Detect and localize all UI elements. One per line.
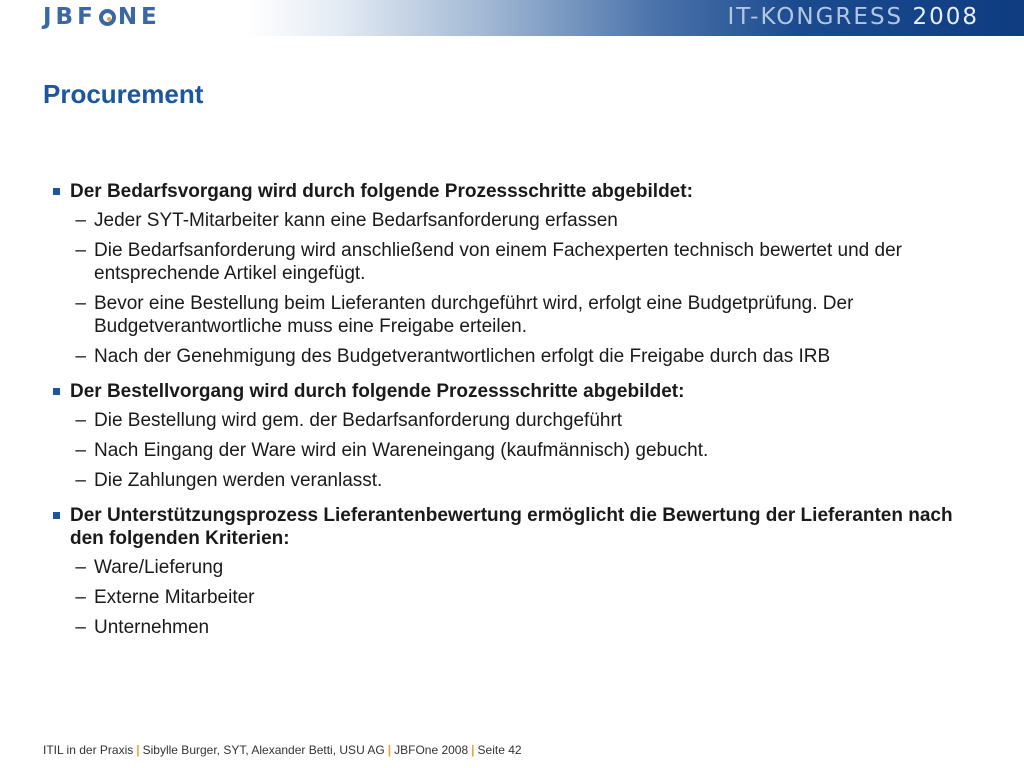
sub-list xyxy=(53,209,958,368)
dash-bullet-icon: – xyxy=(75,470,86,491)
sub-list xyxy=(53,556,958,639)
dash-bullet-icon: – xyxy=(75,210,86,231)
list-item: – Jeder SYT-Mitarbeiter kann eine Bedarfsanforderung erfassen xyxy=(75,210,618,231)
section-heading: Der Bedarfsvorgang wird durch folgende Prozessschritte abgebildet: xyxy=(53,180,958,203)
slide-title: Procurement xyxy=(43,79,204,109)
logo-o-ring-icon xyxy=(99,9,116,26)
dash-bullet-icon: – xyxy=(75,587,86,608)
footer-authors: Sibylle Burger, SYT, Alexander Betti, USU AG xyxy=(142,743,385,757)
dash-bullet-icon: – xyxy=(75,440,86,461)
square-bullet-icon xyxy=(53,188,60,195)
slide-footer xyxy=(43,743,522,757)
footer-separator: | xyxy=(471,743,475,757)
square-bullet-icon xyxy=(53,388,60,395)
list-item: – Die Bestellung wird gem. der Bedarfsanforderung durchgeführt xyxy=(75,410,623,431)
dash-bullet-icon: – xyxy=(75,240,86,261)
square-bullet-icon xyxy=(53,512,60,519)
list-item: – Die Zahlungen werden veranlasst. xyxy=(75,470,383,491)
page-number: Seite 42 xyxy=(477,743,522,757)
list-item: – Unternehmen xyxy=(75,617,210,638)
jbfone-logo: JBF NE xyxy=(43,4,161,30)
congress-prefix: IT-KONGRESS xyxy=(727,4,913,30)
section-bestellung xyxy=(53,380,958,492)
section-heading: Der Unterstützungsprozess Lieferantenbewertung ermöglicht die Bewertung der Lieferanten nach den folgenden Kriterien: xyxy=(53,504,958,550)
slide-content xyxy=(53,180,958,651)
section-heading: Der Bestellvorgang wird durch folgende Prozessschritte abgebildet: xyxy=(53,380,958,403)
list-item: – Nach der Genehmigung des Budgetverantwortlichen erfolgt die Freigabe durch das IRB xyxy=(75,346,831,367)
list-item: – Bevor eine Bestellung beim Lieferanten durchgeführt wird, erfolgt eine Budgetprüfung. Der Budgetverantwortliche muss eine Freigabe erteilen. xyxy=(75,293,854,337)
footer-event: JBFOne 2008 xyxy=(394,743,469,757)
congress-year: 2008 xyxy=(912,4,979,30)
list-item: – Externe Mitarbeiter xyxy=(75,587,255,608)
sub-list xyxy=(53,409,958,492)
footer-separator: | xyxy=(136,743,140,757)
congress-label xyxy=(727,4,979,30)
footer-separator: | xyxy=(387,743,392,757)
header-banner xyxy=(0,0,1024,36)
dash-bullet-icon: – xyxy=(75,346,86,367)
list-item: – Ware/Lieferung xyxy=(75,557,224,578)
section-bedarf xyxy=(53,180,958,368)
dash-bullet-icon: – xyxy=(75,557,86,578)
dash-bullet-icon: – xyxy=(75,410,86,431)
footer-course: ITIL in der Praxis xyxy=(43,743,134,757)
list-item: – Die Bedarfsanforderung wird anschließend von einem Fachexperten technisch bewertet und der entsprechende Artikel eingefügt. xyxy=(75,240,902,284)
list-item: – Nach Eingang der Ware wird ein Wareneingang (kaufmännisch) gebucht. xyxy=(75,440,709,461)
dash-bullet-icon: – xyxy=(75,617,86,638)
dash-bullet-icon: – xyxy=(75,293,86,314)
section-lieferantenbewertung xyxy=(53,504,958,639)
